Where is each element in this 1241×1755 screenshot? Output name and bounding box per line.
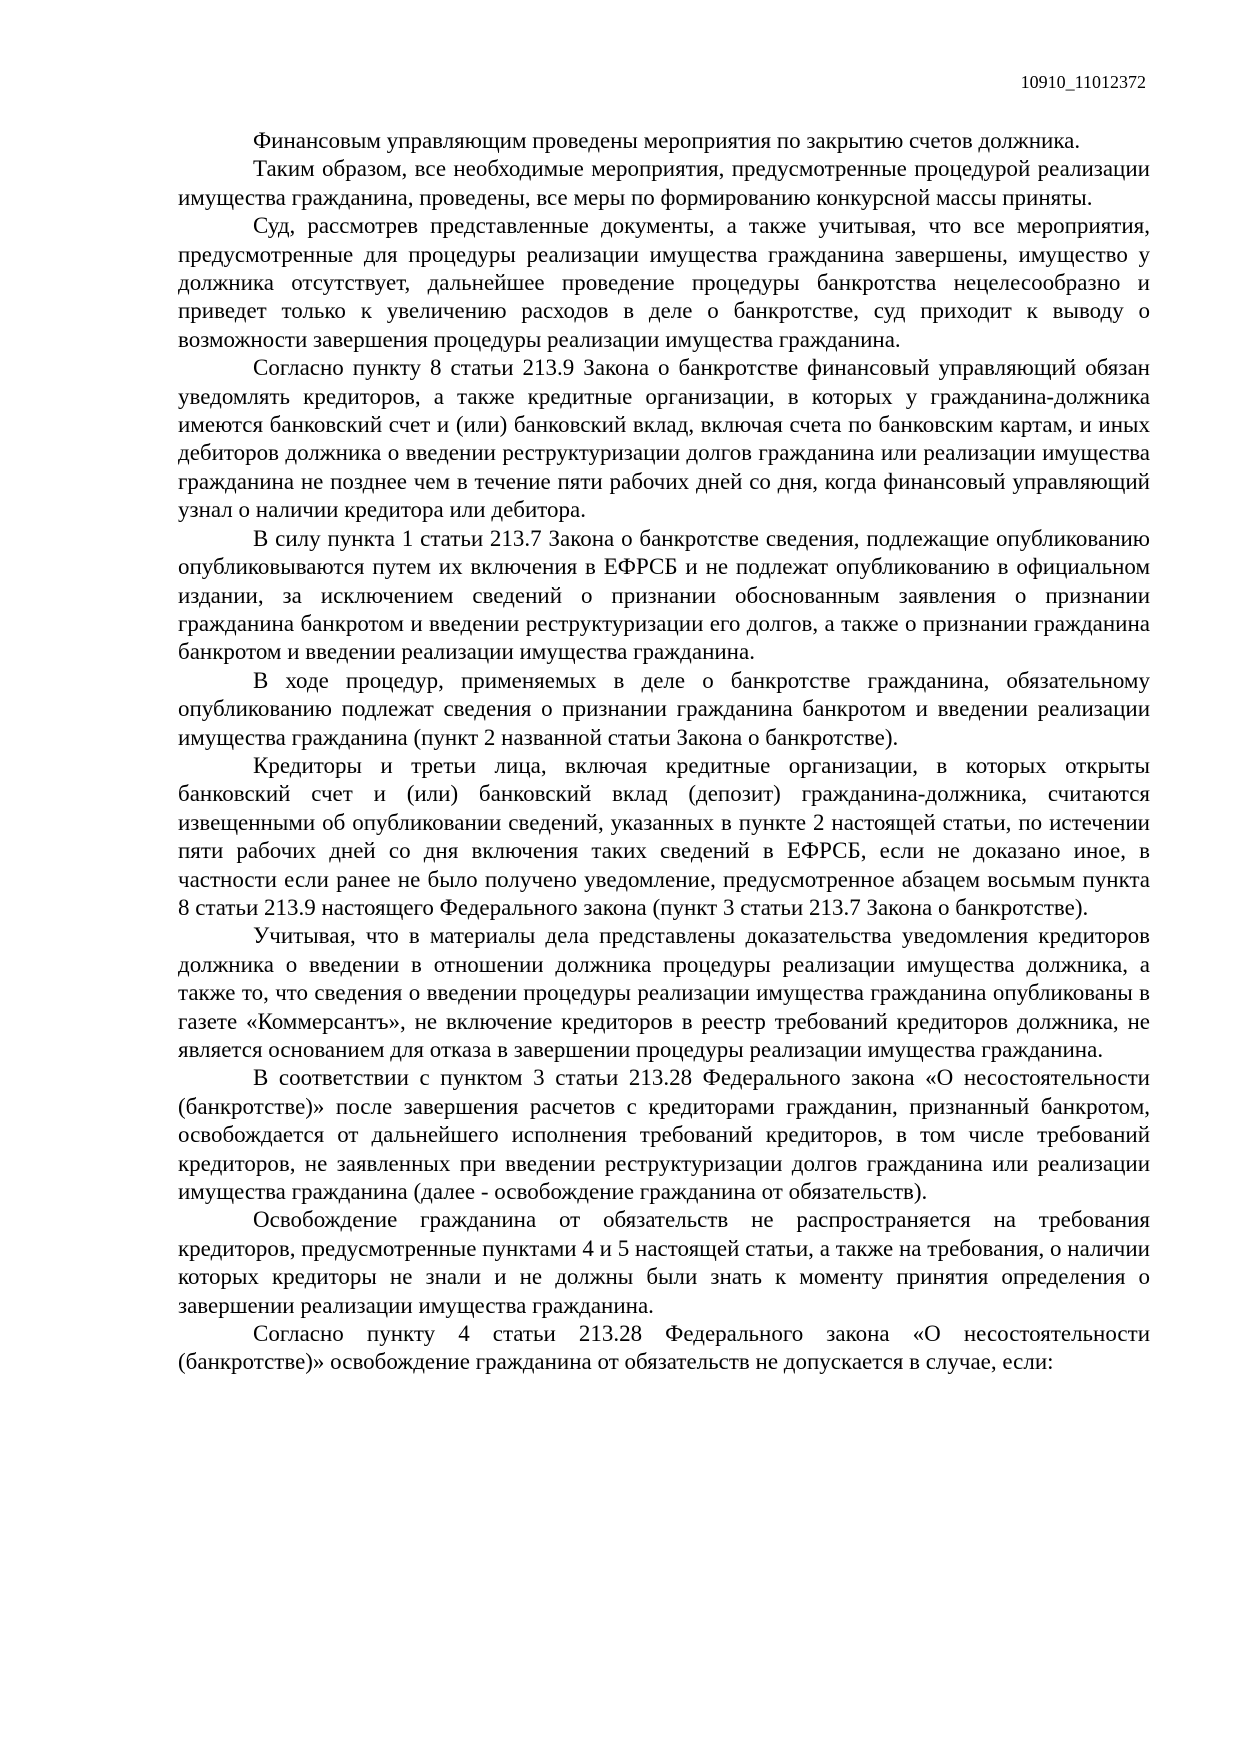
paragraph-publication-efrsb: В силу пункта 1 статьи 213.7 Закона о банкротстве сведения, подлежащие опубликованию опубликовываются путем их включения в ЕФРСБ и не подлежат опубликованию в официальном издании, за исключением сведений о признании обоснованным заявления о признании гражданина банкротом и введении реструктуризации его долгов, а также о признании гражданина банкротом и введении реализации имущества гражданина.	[178, 525, 1150, 665]
paragraph-release-exceptions: Освобождение гражданина от обязательств не распространяется на требования кредиторов, предусмотренные пунктами 4 и 5 настоящей статьи, а также на требования, о наличии которых кредиторы не знали и не должны были знать к моменту принятия определения о завершении реализации имущества гражданина.	[178, 1207, 1150, 1318]
paragraph-creditors-evidence: Учитывая, что в материалы дела представлены доказательства уведомления кредиторов должника о введении в отношении должника процедуры реализации имущества должника, а также то, что сведения о введении процедуры реализации имущества гражданина опубликованы в газете «Коммерсантъ», не включение кредиторов в реестр требований кредиторов должника, не является основанием для отказа в завершении процедуры реализации имущества гражданина.	[178, 923, 1150, 1062]
document-number: 10910_11012372	[1020, 72, 1146, 92]
paragraph-court-conclusion: Суд, рассмотрев представленные документы, а также учитывая, что все мероприятия, предусмотренные для процедуры реализации имущества гражданина завершены, имущество у должника отсутствует, дальнейшее проведение процедуры банкротства нецелесообразно и приведет только к увеличению расходов в деле о банкротстве, суд приходит к выводу о возможности завершения процедуры реализации имущества гражданина.	[178, 213, 1150, 352]
paragraph-mandatory-publication: В ходе процедур, применяемых в деле о банкротстве гражданина, обязательному опубликованию подлежат сведения о признании гражданина банкротом и введении реализации имущества гражданина (пункт 2 названной статьи Закона о банкротстве).	[178, 667, 1150, 750]
paragraph-creditors-notified: Кредиторы и третьи лица, включая кредитные организации, в которых открыты банковский счет и (или) банковский вклад (депозит) гражданина-должника, считаются извещенными об опубликовании сведений, указанных в пункте 2 настоящей статьи, по истечении пяти рабочих дней со дня включения таких сведений в ЕФРСБ, если не доказано иное, в частности если ранее не было получено уведомление, предусмотренное абзацем восьмым пункта 8 статьи 213.9 настоящего Федерального закона (пункт 3 статьи 213.7 Закона о банкротстве).	[178, 752, 1150, 920]
paragraph-release-from-obligations: В соответствии с пунктом 3 статьи 213.28 Федерального закона «О несостоятельности (банкротстве)» после завершения расчетов с кредиторами гражданин, признанный банкротом, освобождается от дальнейшего исполнения требований кредиторов, в том числе требований кредиторов, не заявленных при введении реструктуризации долгов гражданина или реализации имущества гражданина (далее - освобождение гражданина от обязательств).	[178, 1065, 1150, 1205]
paragraph-account-closure: Финансовым управляющим проведены мероприятия по закрытию счетов должника.	[253, 128, 1081, 153]
paragraph-notification-duty: Согласно пункту 8 статьи 213.9 Закона о банкротстве финансовый управляющий обязан уведомлять кредиторов, а также кредитные организации, в которых у гражданина-должника имеются банковский счет и (или) банковский вклад, включая счета по банковским картам, и иных дебиторов должника о введении реструктуризации долгов гражданина или реализации имущества гражданина не позднее чем в течение пяти рабочих дней со дня, когда финансовый управляющий узнал о наличии кредитора или дебитора.	[178, 355, 1150, 523]
paragraph-release-not-allowed: Согласно пункту 4 статьи 213.28 Федерального закона «О несостоятельности (банкротстве)» освобождение гражданина от обязательств не допускается в случае, если:	[178, 1321, 1150, 1375]
paragraph-measures-completed: Таким образом, все необходимые мероприятия, предусмотренные процедурой реализации имущества гражданина, проведены, все меры по формированию конкурсной массы приняты.	[178, 156, 1150, 210]
document-body	[178, 127, 1150, 1377]
